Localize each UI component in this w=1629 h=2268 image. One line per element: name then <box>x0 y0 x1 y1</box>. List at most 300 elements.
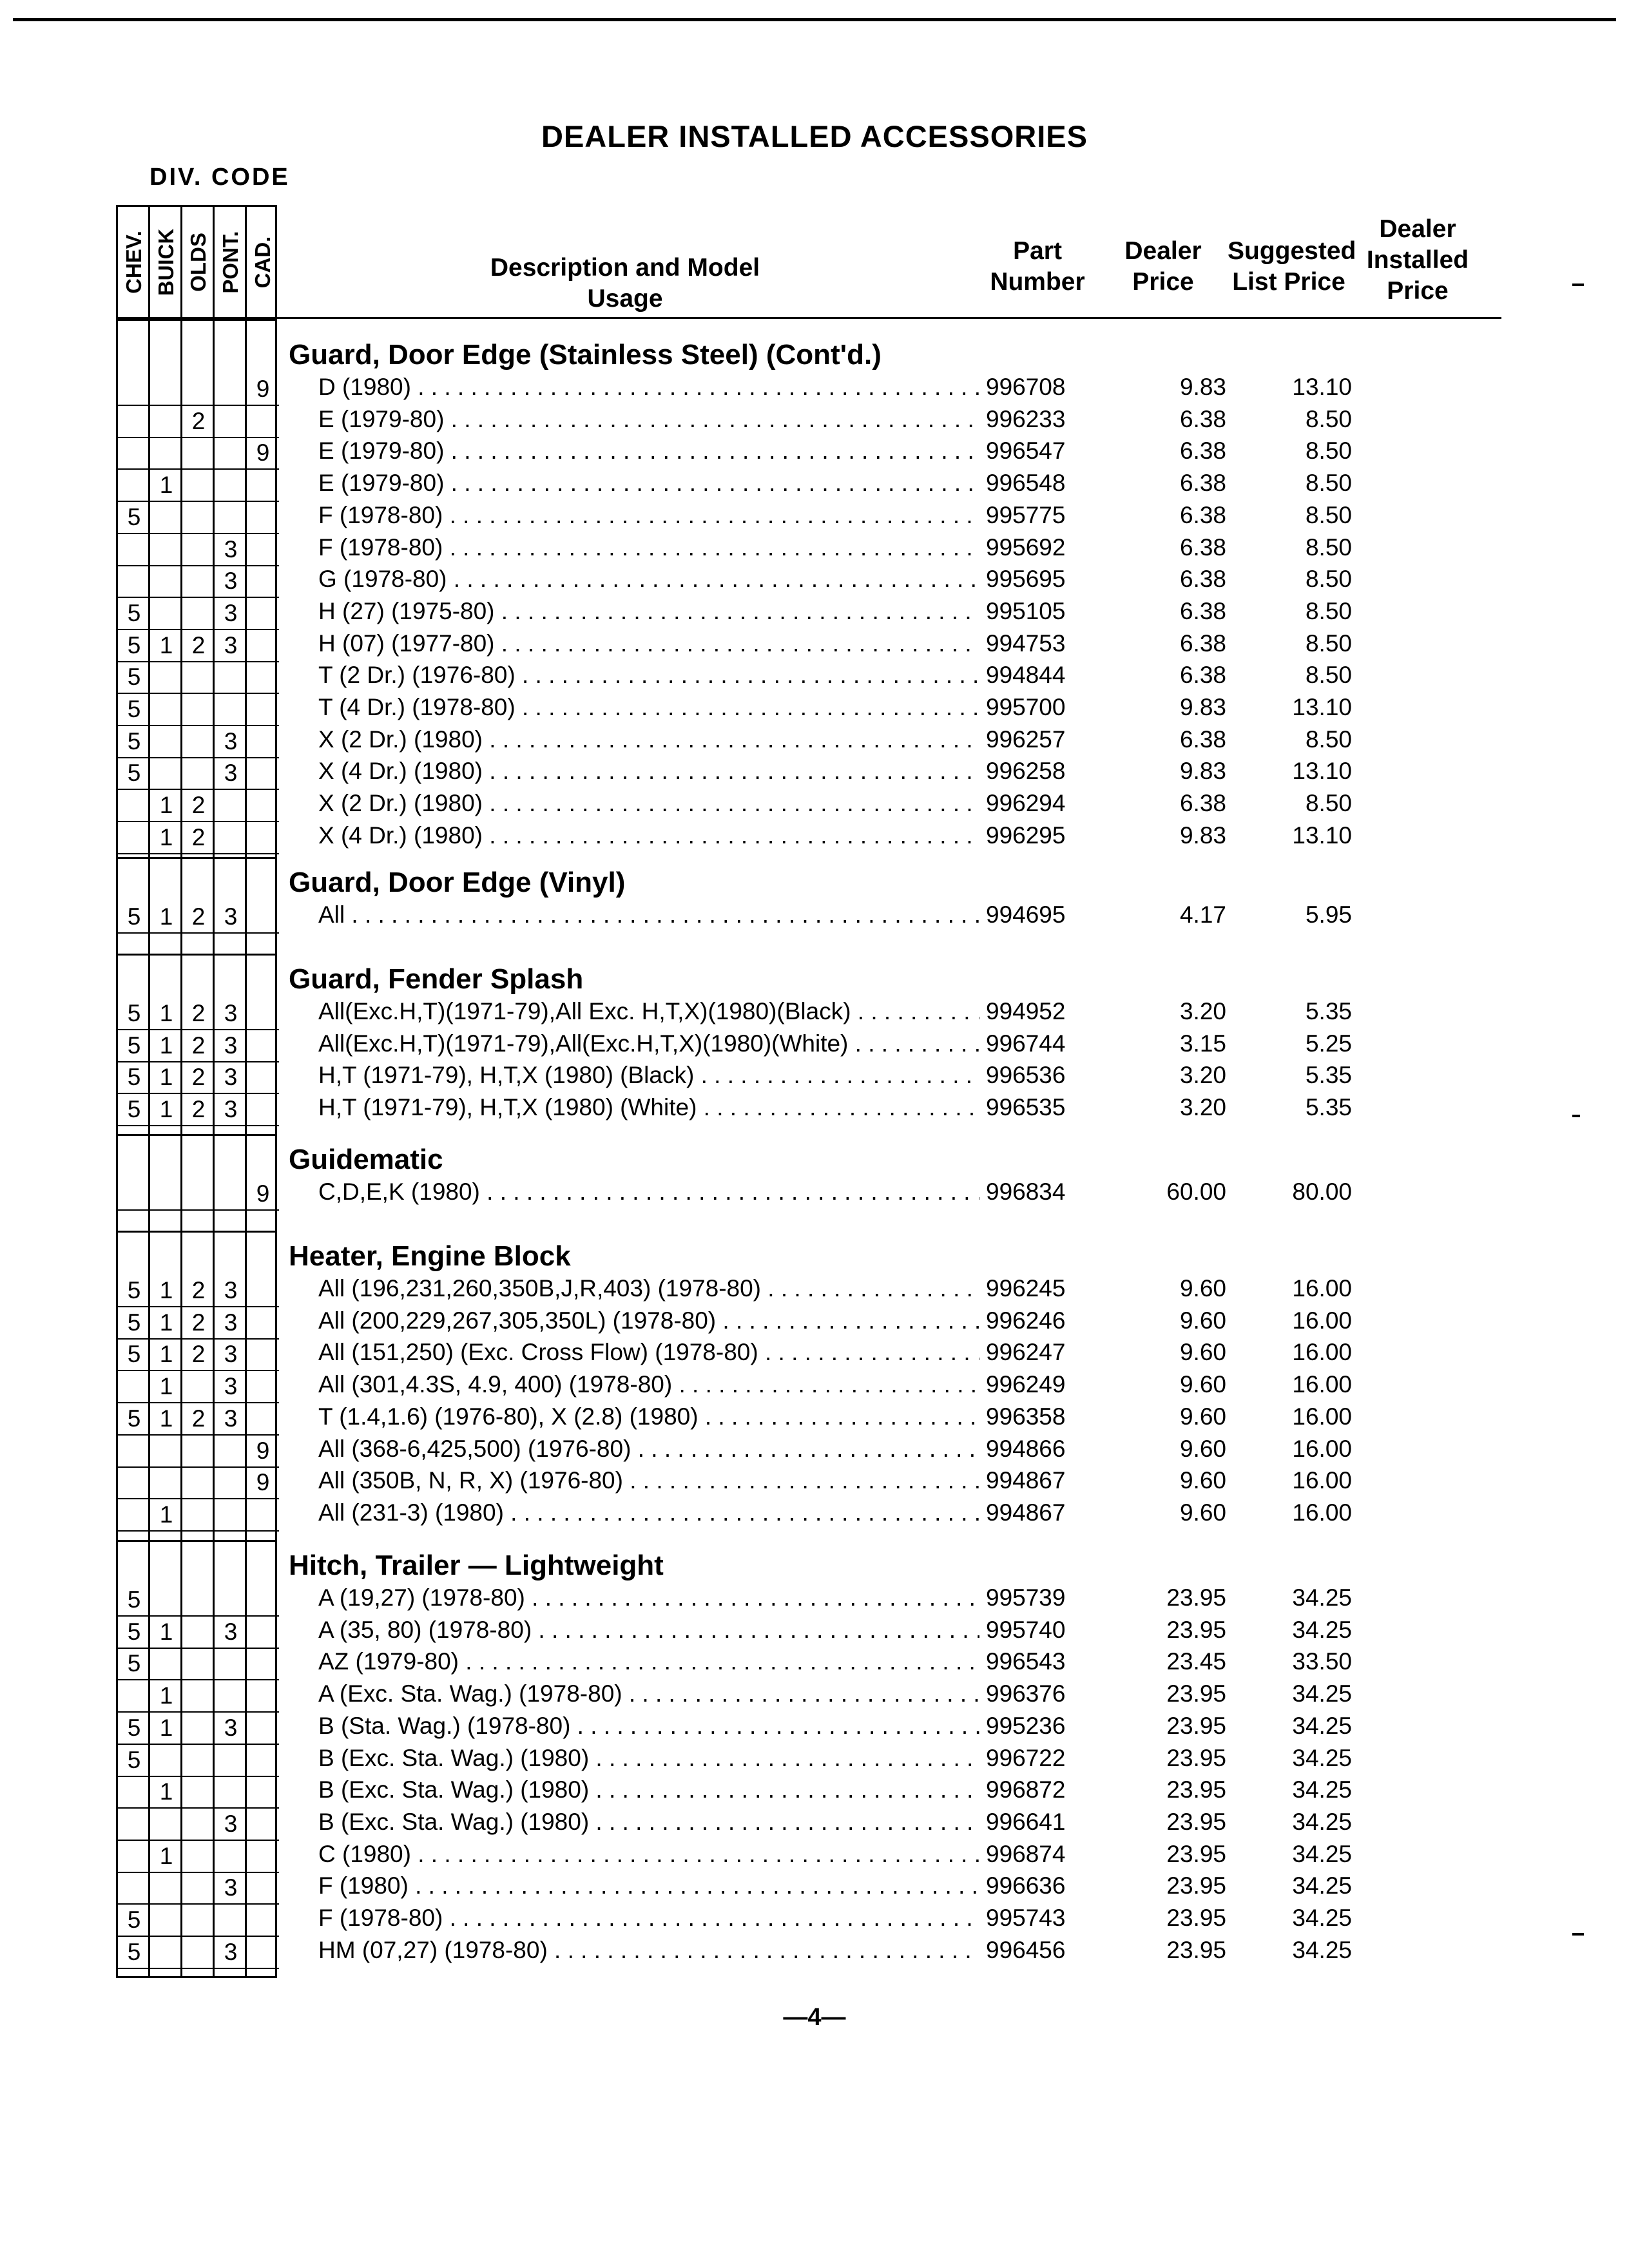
division-code-cell: 3 <box>224 760 238 786</box>
division-code-cell: 1 <box>159 1682 173 1709</box>
division-code-cell <box>118 1840 150 1872</box>
part-number: 995695 <box>979 563 1115 595</box>
dealer-price: 9.60 <box>1179 1339 1226 1365</box>
division-code-row <box>118 469 279 501</box>
division-code-cell: 2 <box>191 792 206 818</box>
part-number: 996536 <box>979 1059 1115 1091</box>
grid-section-rule <box>118 1231 275 1233</box>
division-code-row <box>118 533 279 565</box>
division-code-cell <box>247 1307 279 1338</box>
division-code-row <box>118 437 279 468</box>
section-title: Heater, Engine Block <box>289 1240 571 1272</box>
division-code-cell: 5 <box>127 632 141 658</box>
division-code-cell <box>247 1061 279 1093</box>
division-code-cell <box>182 1872 215 1903</box>
list-price: 8.50 <box>1305 437 1352 464</box>
division-code-cell: 3 <box>224 1096 238 1122</box>
dealer-price: 23.95 <box>1166 1809 1226 1835</box>
division-code-cell <box>182 469 215 501</box>
page-title: DEALER INSTALLED ACCESSORIES <box>541 119 1088 153</box>
division-code-cell <box>247 661 279 693</box>
model-usage: H (07) (1977-80) . . . <box>318 628 992 659</box>
division-code-cell <box>247 597 279 629</box>
division-code-cell <box>247 997 279 1029</box>
margin-mark <box>1572 1933 1584 1936</box>
dealer-price: 9.83 <box>1179 694 1226 720</box>
division-code-cell: 1 <box>159 1501 173 1528</box>
header-installed-price <box>1356 214 1479 307</box>
division-code-cell <box>247 1712 279 1744</box>
list-price: 34.25 <box>1292 1617 1352 1643</box>
division-label: OLDS <box>186 233 210 292</box>
division-code-cell: 1 <box>159 903 173 930</box>
model-usage: All (231-3) (1980) . . . <box>318 1497 992 1528</box>
division-code-cell <box>150 1904 182 1936</box>
section-title: Hitch, Trailer — Lightweight <box>289 1550 664 1581</box>
division-code-cell <box>182 1680 215 1711</box>
division-code-row <box>118 1872 279 1903</box>
division-code-cell <box>182 693 215 725</box>
part-number: 996548 <box>979 467 1115 499</box>
list-price: 13.10 <box>1292 758 1352 784</box>
list-price: 34.25 <box>1292 1905 1352 1931</box>
division-code-cell: 3 <box>224 600 238 626</box>
model-usage: A (19,27) (1978-80) . . . <box>318 1582 992 1613</box>
division-code-cell <box>215 693 247 725</box>
division-code-cell <box>150 1872 182 1903</box>
division-code-cell <box>247 693 279 725</box>
table-row <box>289 563 1500 595</box>
division-code-cell: 2 <box>191 1064 206 1090</box>
dealer-price: 9.83 <box>1179 374 1226 400</box>
table-row <box>289 755 1500 787</box>
model-usage: All (301,4.3S, 4.9, 400) (1978-80) . . . <box>318 1369 992 1400</box>
division-code-cell <box>247 822 279 853</box>
division-code-cell <box>182 1840 215 1872</box>
dealer-price: 3.20 <box>1179 1062 1226 1088</box>
division-code-row <box>118 1030 279 1061</box>
division-code-row <box>118 789 279 821</box>
division-code-cell <box>182 1435 215 1466</box>
division-code-cell: 9 <box>256 1437 270 1464</box>
part-number: 994695 <box>979 899 1115 930</box>
division-code-cell <box>150 373 182 405</box>
division-code-cell: 2 <box>191 1277 206 1303</box>
division-code-cell: 1 <box>159 824 173 850</box>
dealer-price: 3.20 <box>1179 1094 1226 1120</box>
division-code-row <box>118 1466 279 1498</box>
division-code-cell <box>182 757 215 789</box>
division-code-cell <box>247 565 279 597</box>
part-number: 995739 <box>979 1582 1115 1613</box>
part-number: 994753 <box>979 628 1115 659</box>
header-list-price <box>1228 236 1356 298</box>
division-code-cell <box>182 1712 215 1744</box>
model-usage: A (Exc. Sta. Wag.) (1978-80) . . . <box>318 1678 992 1709</box>
table-row <box>289 1774 1500 1805</box>
header-part-line: Number <box>990 268 1085 296</box>
division-code-cell: 5 <box>127 1586 141 1613</box>
division-code-cell <box>247 901 279 932</box>
division-code-cell: 3 <box>224 1939 238 1965</box>
part-number: 995743 <box>979 1902 1115 1934</box>
division-code-cell <box>247 1648 279 1679</box>
list-price: 8.50 <box>1305 566 1352 592</box>
model-usage: H,T (1971-79), H,T,X (1980) (White) . . . <box>318 1091 992 1123</box>
section-title: Guidematic <box>289 1144 443 1175</box>
table-row <box>289 1028 1500 1059</box>
grid-section-rule <box>118 1540 275 1542</box>
table-row <box>289 1870 1500 1901</box>
division-code-cell <box>150 565 182 597</box>
division-code-cell <box>247 1030 279 1061</box>
division-code-cell <box>215 437 247 468</box>
division-code-cell: 1 <box>159 1405 173 1432</box>
division-code-cell <box>182 661 215 693</box>
division-code-row <box>118 597 279 629</box>
model-usage: E (1979-80) . . . <box>318 435 992 466</box>
list-price: 16.00 <box>1292 1275 1352 1302</box>
division-code-cell: 5 <box>127 1064 141 1090</box>
division-code-cell <box>247 533 279 565</box>
division-code-cell: 1 <box>159 472 173 498</box>
division-code-cell: 1 <box>159 1619 173 1645</box>
division-code-cell <box>118 1178 150 1209</box>
list-price: 13.10 <box>1292 822 1352 849</box>
list-price: 16.00 <box>1292 1403 1352 1430</box>
division-code-cell <box>247 726 279 757</box>
division-code-row <box>118 997 279 1029</box>
division-code-cell <box>118 1499 150 1530</box>
dealer-price: 6.38 <box>1179 534 1226 561</box>
model-usage: X (4 Dr.) (1980) . . . <box>318 820 992 851</box>
division-code-cell: 5 <box>127 1309 141 1336</box>
list-price: 16.00 <box>1292 1307 1352 1334</box>
header-dealer-price <box>1108 236 1218 298</box>
division-code-cell <box>247 469 279 501</box>
division-code-cell: 1 <box>159 1096 173 1122</box>
part-number: 996722 <box>979 1742 1115 1774</box>
header-installed-line: Price <box>1387 277 1449 305</box>
division-code-cell: 5 <box>127 1939 141 1965</box>
division-code-cell: 2 <box>191 824 206 850</box>
division-header-cad <box>247 207 279 318</box>
division-code-row <box>118 901 279 932</box>
list-price: 13.10 <box>1292 694 1352 720</box>
division-code-cell <box>247 1808 279 1840</box>
section-title: Guard, Door Edge (Stainless Steel) (Cont'd.) <box>289 339 882 370</box>
division-code-row <box>118 726 279 757</box>
model-usage: E (1979-80) . . . <box>318 467 992 499</box>
division-code-cell: 2 <box>191 1309 206 1336</box>
model-usage: T (1.4,1.6) (1976-80), X (2.8) (1980) . . . <box>318 1401 992 1432</box>
list-price: 34.25 <box>1292 1713 1352 1739</box>
division-code-cell <box>247 1776 279 1807</box>
table-row <box>289 724 1500 755</box>
division-code-row <box>118 629 279 661</box>
row-rule <box>118 932 279 934</box>
division-code-cell <box>182 437 215 468</box>
division-code-cell: 1 <box>159 1778 173 1805</box>
division-code-cell: 3 <box>224 1032 238 1059</box>
dealer-price: 9.60 <box>1179 1371 1226 1398</box>
division-code-row <box>118 1061 279 1093</box>
list-price: 5.35 <box>1305 998 1352 1024</box>
table-row <box>289 1902 1500 1934</box>
model-usage: D (1980) . . . <box>318 371 992 403</box>
division-code-cell <box>247 1274 279 1306</box>
division-code-cell <box>150 1584 182 1615</box>
list-price: 34.25 <box>1292 1584 1352 1611</box>
list-price: 34.25 <box>1292 1841 1352 1867</box>
division-code-cell: 1 <box>159 1843 173 1869</box>
division-code-cell <box>182 501 215 533</box>
grid-section-rule <box>118 1134 275 1136</box>
division-code-row <box>118 1093 279 1125</box>
division-header-pont <box>215 207 247 318</box>
section-title: Guard, Fender Splash <box>289 963 584 995</box>
division-code-cell <box>182 1648 215 1679</box>
list-price: 8.50 <box>1305 790 1352 816</box>
division-code-cell <box>150 1936 182 1968</box>
division-code-cell <box>182 565 215 597</box>
division-code-row <box>118 501 279 533</box>
table-row <box>289 1401 1500 1432</box>
list-price: 8.50 <box>1305 598 1352 624</box>
division-code-cell <box>182 1499 215 1530</box>
grid-header-rule <box>118 319 275 321</box>
list-price: 13.10 <box>1292 374 1352 400</box>
part-number: 996247 <box>979 1336 1115 1368</box>
table-row <box>289 659 1500 691</box>
division-code-cell: 5 <box>127 760 141 786</box>
header-dealer-line: Dealer <box>1124 237 1202 265</box>
part-number: 996872 <box>979 1774 1115 1805</box>
division-code-row <box>118 1274 279 1306</box>
division-code-cell: 5 <box>127 903 141 930</box>
division-code-cell <box>182 1936 215 1968</box>
division-code-cell <box>118 565 150 597</box>
model-usage: T (2 Dr.) (1976-80) . . . <box>318 659 992 691</box>
division-code-grid <box>116 205 277 1978</box>
row-rule <box>118 1125 279 1126</box>
table-row <box>289 467 1500 499</box>
division-code-row <box>118 1178 279 1209</box>
division-header-chev <box>118 207 150 318</box>
division-code-cell: 5 <box>127 1032 141 1059</box>
list-price: 34.25 <box>1292 1872 1352 1899</box>
table-row <box>289 435 1500 466</box>
model-usage: F (1980) . . . <box>318 1870 992 1901</box>
table-row <box>289 1742 1500 1774</box>
header-dealer-line: Price <box>1132 268 1194 296</box>
table-row <box>289 787 1500 819</box>
row-rule <box>118 1209 279 1211</box>
division-code-row <box>118 1435 279 1466</box>
list-price: 34.25 <box>1292 1680 1352 1707</box>
division-code-cell <box>215 1648 247 1679</box>
model-usage: All (200,229,267,305,350L) (1978-80) . . . <box>318 1305 992 1336</box>
part-number: 996834 <box>979 1176 1115 1207</box>
dealer-price: 23.95 <box>1166 1713 1226 1739</box>
division-code-cell: 2 <box>191 1000 206 1026</box>
division-code-cell <box>247 1499 279 1530</box>
table-row <box>289 403 1500 435</box>
division-code-cell: 3 <box>224 1874 238 1901</box>
list-price: 34.25 <box>1292 1809 1352 1835</box>
table-row <box>289 691 1500 723</box>
table-row <box>289 1806 1500 1838</box>
table-row <box>289 1465 1500 1496</box>
division-code-cell <box>182 1616 215 1648</box>
model-usage: C (1980) . . . <box>318 1838 992 1870</box>
part-number: 994866 <box>979 1433 1115 1465</box>
model-usage: H,T (1971-79), H,T,X (1980) (Black) . . . <box>318 1059 992 1091</box>
division-code-cell <box>247 1403 279 1434</box>
division-code-row <box>118 565 279 597</box>
model-usage: B (Exc. Sta. Wag.) (1980) . . . <box>318 1806 992 1838</box>
dealer-price: 23.95 <box>1166 1680 1226 1707</box>
dealer-price: 23.95 <box>1166 1776 1226 1803</box>
table-row <box>289 1678 1500 1709</box>
part-number: 996641 <box>979 1806 1115 1838</box>
division-code-cell <box>150 693 182 725</box>
part-number: 995700 <box>979 691 1115 723</box>
division-code-cell: 9 <box>256 1469 270 1495</box>
division-code-cell: 3 <box>224 1715 238 1741</box>
dealer-price: 23.95 <box>1166 1905 1226 1931</box>
division-code-cell: 5 <box>127 1747 141 1773</box>
division-code-cell <box>182 533 215 565</box>
dealer-price: 6.38 <box>1179 566 1226 592</box>
list-price: 34.25 <box>1292 1937 1352 1963</box>
header-list-line: List Price <box>1232 268 1345 296</box>
division-code-cell: 3 <box>224 903 238 930</box>
model-usage: All (368-6,425,500) (1976-80) . . . <box>318 1433 992 1465</box>
division-code-cell <box>182 1584 215 1615</box>
division-code-cell <box>182 726 215 757</box>
division-code-cell: 5 <box>127 504 141 530</box>
table-row <box>289 499 1500 531</box>
division-code-cell: 5 <box>127 1000 141 1026</box>
division-code-row <box>118 1307 279 1338</box>
model-usage: T (4 Dr.) (1978-80) . . . <box>318 691 992 723</box>
division-code-row <box>118 1616 279 1648</box>
part-number: 996249 <box>979 1369 1115 1400</box>
division-code-cell <box>215 373 247 405</box>
model-usage: C,D,E,K (1980) . . . <box>318 1176 992 1207</box>
division-code-cell <box>150 1178 182 1209</box>
list-price: 8.50 <box>1305 406 1352 432</box>
division-code-cell: 3 <box>224 1000 238 1026</box>
division-code-cell: 5 <box>127 1650 141 1677</box>
division-code-row <box>118 693 279 725</box>
division-code-cell: 5 <box>127 1405 141 1432</box>
table-row <box>289 1369 1500 1400</box>
dealer-price: 23.95 <box>1166 1745 1226 1771</box>
division-code-cell: 1 <box>159 1715 173 1741</box>
division-code-cell <box>182 1370 215 1402</box>
part-number: 994952 <box>979 995 1115 1027</box>
division-code-cell <box>215 1435 247 1466</box>
model-usage: AZ (1979-80) . . . <box>318 1646 992 1677</box>
header-part-number <box>979 236 1095 298</box>
division-code-row <box>118 1712 279 1744</box>
division-code-cell <box>247 1840 279 1872</box>
dealer-price: 60.00 <box>1166 1178 1226 1205</box>
division-code-cell: 5 <box>127 1277 141 1303</box>
grid-section-rule <box>118 857 275 859</box>
division-code-cell: 1 <box>159 1341 173 1367</box>
division-code-cell: 1 <box>159 1277 173 1303</box>
division-code-cell: 2 <box>191 1341 206 1367</box>
dealer-price: 23.95 <box>1166 1584 1226 1611</box>
division-code-cell <box>150 1808 182 1840</box>
division-code-row <box>118 1904 279 1936</box>
list-price: 16.00 <box>1292 1467 1352 1494</box>
division-code-cell <box>118 1370 150 1402</box>
division-code-cell: 3 <box>224 1619 238 1645</box>
table-row <box>289 1614 1500 1646</box>
top-rule <box>13 18 1616 21</box>
division-code-cell: 1 <box>159 1373 173 1399</box>
dealer-price: 9.83 <box>1179 758 1226 784</box>
division-code-cell <box>150 437 182 468</box>
table-row <box>289 1176 1500 1207</box>
model-usage: F (1978-80) . . . <box>318 532 992 563</box>
list-price: 5.95 <box>1305 901 1352 928</box>
model-usage: X (2 Dr.) (1980) . . . <box>318 787 992 819</box>
division-code-cell <box>182 1904 215 1936</box>
part-number: 996744 <box>979 1028 1115 1059</box>
header-description: Description and Model Usage <box>490 254 760 312</box>
division-code-row <box>118 661 279 693</box>
division-code-row <box>118 373 279 405</box>
division-code-cell: 3 <box>224 1309 238 1336</box>
division-header-buick <box>150 207 182 318</box>
list-price: 33.50 <box>1292 1648 1352 1675</box>
division-code-cell <box>118 1776 150 1807</box>
table-row <box>289 1934 1500 1966</box>
division-label: PONT. <box>218 231 242 294</box>
division-header-olds <box>182 207 215 318</box>
division-label: BUICK <box>154 228 178 296</box>
division-code-cell <box>118 1680 150 1711</box>
dealer-price: 6.38 <box>1179 790 1226 816</box>
division-code-cell <box>215 1680 247 1711</box>
division-code-cell <box>215 405 247 437</box>
division-code-row <box>118 757 279 789</box>
dealer-price: 9.60 <box>1179 1499 1226 1526</box>
division-code-cell: 3 <box>224 568 238 594</box>
list-price: 16.00 <box>1292 1499 1352 1526</box>
margin-mark <box>1572 1115 1580 1117</box>
part-number: 996246 <box>979 1305 1115 1336</box>
header-installed-line: Installed <box>1366 246 1469 274</box>
division-code-row <box>118 1338 279 1370</box>
division-code-cell <box>215 1178 247 1209</box>
division-code-cell <box>247 1338 279 1370</box>
dealer-price: 9.60 <box>1179 1436 1226 1462</box>
part-number: 996245 <box>979 1273 1115 1304</box>
division-code-cell <box>118 822 150 853</box>
table-row <box>289 1433 1500 1465</box>
division-label: CHEV. <box>122 231 146 294</box>
division-code-cell <box>150 726 182 757</box>
grid-section-rule <box>118 954 275 956</box>
division-code-cell: 1 <box>159 1000 173 1026</box>
part-number: 996456 <box>979 1934 1115 1966</box>
